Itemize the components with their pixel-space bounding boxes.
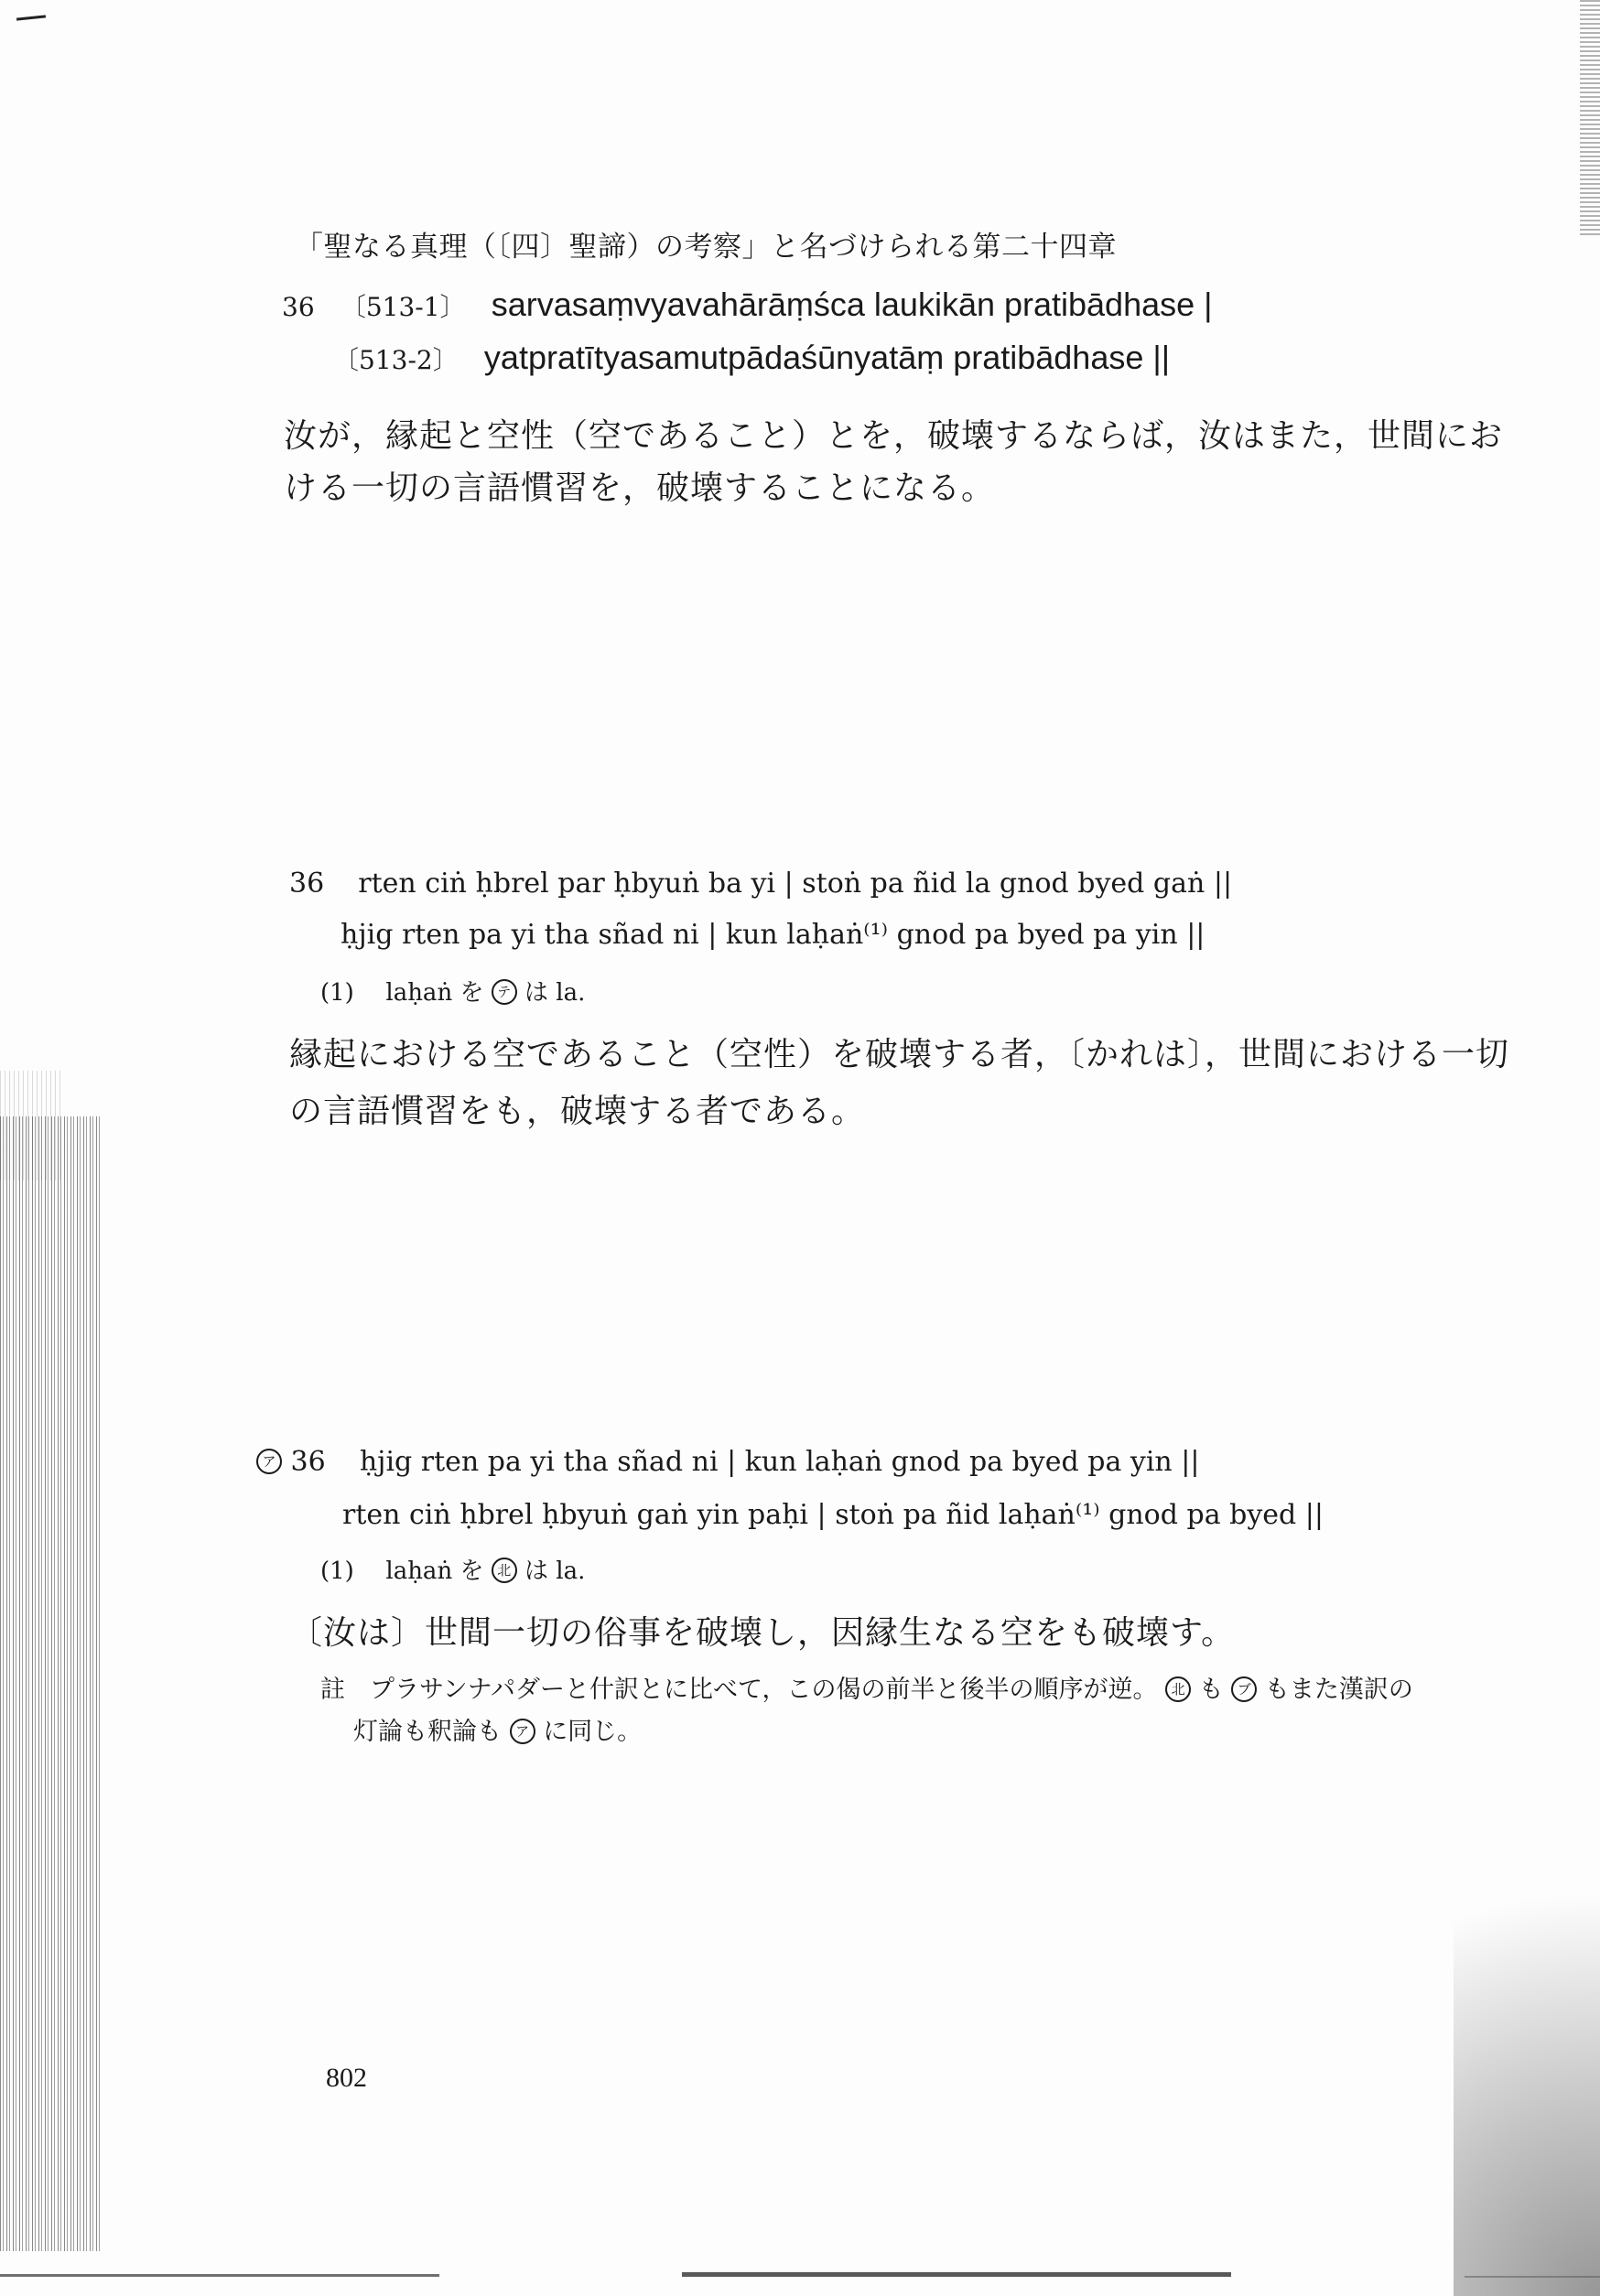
scan-mark bbox=[16, 15, 46, 20]
manuscript-reference: 〔513-2〕 bbox=[333, 345, 459, 375]
edition-marker: ブ bbox=[1231, 1676, 1257, 1702]
edition-marker: テ bbox=[492, 979, 517, 1005]
footnote-label: (1) bbox=[320, 979, 354, 1007]
edition-marker: ア bbox=[510, 1719, 535, 1744]
sanskrit-text: yatpratītyasamutpādaśūnyatāṃ pratibādhase || bbox=[483, 339, 1171, 376]
manuscript-reference: 〔513-1〕 bbox=[340, 292, 466, 322]
tibetan-translation-line-1: 縁起における空であること（空性）を破壊する者，〔かれは〕，世間における一切 bbox=[289, 1036, 1510, 1073]
footnote-tail: は la. bbox=[524, 1558, 586, 1585]
sanskrit-translation-line-2: ける一切の言語慣習を，破壊することになる。 bbox=[284, 469, 996, 507]
note-text: もまた漢訳の bbox=[1264, 1676, 1413, 1704]
page-number: 802 bbox=[326, 2063, 367, 2093]
tibetan-text: ḥjig rten pa yi tha sñad ni | kun laḥaṅ gnod pa byed pa yin || bbox=[359, 1446, 1200, 1478]
akutobhaya-translation: 〔汝は〕世間一切の俗事を破壊し，因縁生なる空をも破壊す。 bbox=[289, 1614, 1236, 1652]
footnote-text: laḥaṅ を bbox=[385, 1558, 484, 1585]
edition-marker: ア bbox=[256, 1449, 282, 1474]
sanskrit-line-1 bbox=[282, 286, 1213, 324]
sanskrit-line-2 bbox=[333, 339, 1170, 377]
tibetan-line-1 bbox=[289, 868, 1232, 900]
scan-edge-shadow bbox=[1580, 0, 1600, 238]
verse-number: 36 bbox=[289, 868, 325, 900]
scan-bottom-line bbox=[682, 2272, 1231, 2277]
sanskrit-text: sarvasaṃvyavahārāṃśca laukikān pratibādhase | bbox=[491, 286, 1213, 323]
akutobhaya-note-line-1 bbox=[320, 1669, 1413, 1705]
running-header: 「聖なる真理（〔四〕聖諦）の考察」と名づけられる第二十四章 bbox=[295, 231, 1117, 264]
scan-corner-shadow bbox=[1454, 1739, 1600, 2296]
tibetan-translation-line-2: の言語慣習をも，破壊する者である。 bbox=[289, 1093, 866, 1130]
scan-bottom-line bbox=[0, 2274, 439, 2277]
akutobhaya-note-line-2 bbox=[353, 1711, 642, 1747]
note-text: も bbox=[1198, 1676, 1224, 1704]
akutobhaya-line-1 bbox=[256, 1446, 1199, 1478]
edition-marker: 北 bbox=[492, 1558, 517, 1583]
tibetan-footnote bbox=[320, 974, 585, 1008]
footnote-tail: は la. bbox=[524, 979, 586, 1007]
sanskrit-translation-line-1: 汝が，縁起と空性（空であること）とを，破壊するならば，汝はまた，世間にお bbox=[284, 417, 1504, 455]
note-text: 註 プラサンナパダーと什訳とに比べて，この偈の前半と後半の順序が逆。 bbox=[320, 1676, 1158, 1704]
note-text: 灯論も釈論も bbox=[353, 1718, 502, 1746]
footnote-text: laḥaṅ を bbox=[385, 979, 484, 1007]
akutobhaya-line-2: rten ciṅ ḥbrel ḥbyuṅ gaṅ yin paḥi | stoṅ pa ñid laḥaṅ⁽¹⁾ gnod pa byed || bbox=[342, 1499, 1324, 1531]
scan-bottom-line bbox=[1465, 2276, 1600, 2278]
verse-number: 36 bbox=[290, 1446, 326, 1478]
footnote-label: (1) bbox=[320, 1558, 354, 1585]
note-text: に同じ。 bbox=[543, 1718, 643, 1746]
tibetan-text: rten ciṅ ḥbrel par ḥbyuṅ ba yi | stoṅ pa ñid la gnod byed gaṅ || bbox=[358, 868, 1233, 900]
akutobhaya-footnote bbox=[320, 1552, 585, 1586]
edition-marker: 北 bbox=[1165, 1676, 1191, 1702]
scan-edge-shadow bbox=[0, 1116, 101, 2251]
verse-number: 36 bbox=[282, 292, 315, 322]
tibetan-line-2: ḥjig rten pa yi tha sñad ni | kun laḥaṅ⁽¹⁾ gnod pa byed pa yin || bbox=[341, 919, 1205, 951]
